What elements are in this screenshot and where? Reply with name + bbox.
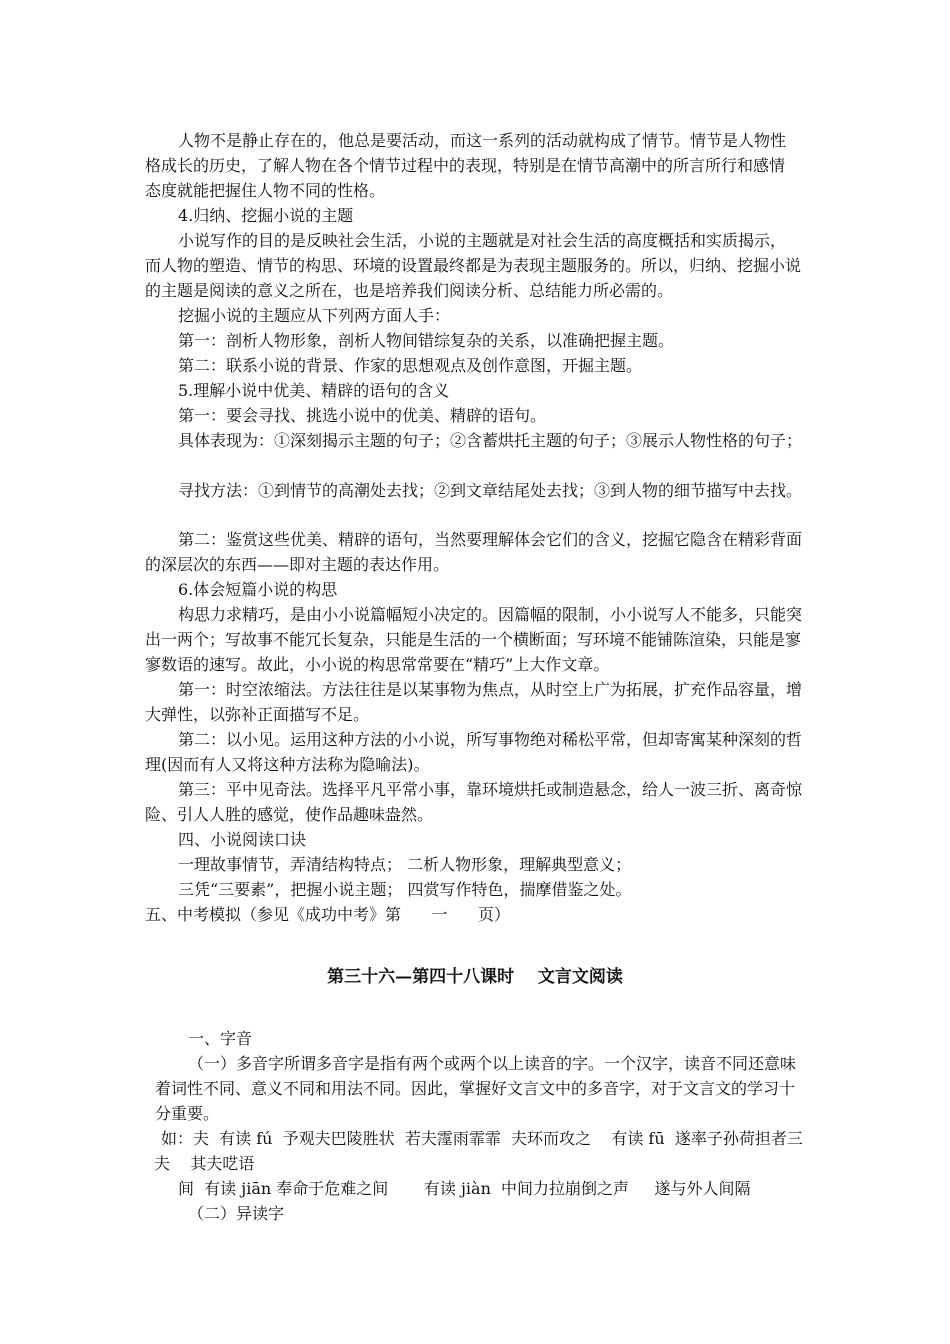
text-line: 夫 其夫呓语 (154, 1154, 255, 1173)
text-line: 格成长的历史，了解人物在各个情节过程中的表现，特别是在情节高潮中的所言所行和感情 (145, 156, 786, 175)
text-line: 寥数语的速写。故此，小小说的构思常常要在“精巧”上大作文章。 (145, 655, 610, 674)
text-line: 三凭“三要素”，把握小说主题； 四赏写作特色，揣摩借鉴之处。 (178, 880, 632, 899)
text-line: 如：夫 有读 fú 予观夫巴陵胜状 若夫霪雨霏霏 夫环而攻之 有读 fū 遂率子孙荷担者三 (161, 1129, 803, 1148)
text-line: 第一：要会寻找、挑选小说中的优美、精辟的语句。 (178, 406, 547, 425)
text-line: 一理故事情节，弄清结构特点； 二析人物形象，理解典型意义； (178, 855, 632, 874)
text-line: 第一：剖析人物形象，剖析人物间错综复杂的关系，以准确把握主题。 (178, 331, 675, 350)
text-line: 大弹性，以弥补正面描写不足。 (145, 705, 370, 724)
section-heading: 6.体会短篇小说的构思 (178, 580, 338, 599)
text-line: 而人物的塑造、情节的构思、环境的设置最终都是为表现主题服务的。所以，归纳、挖掘小说 (145, 256, 802, 275)
section-heading: （二）异读字 (188, 1204, 285, 1223)
text-line: 分重要。 (155, 1104, 220, 1123)
text-line: 出一两个；写故事不能冗长复杂，只能是生活的一个横断面；写环境不能铺陈渲染，只能是寥 (145, 630, 802, 649)
lesson-title: 第三十六—第四十八课时 文言文阅读 (327, 967, 623, 987)
text-line: 第一：时空浓缩法。方法往往是以某事物为焦点，从时空上广为拓展，扩充作品容量，增 (178, 680, 803, 699)
section-heading: 4.归纳、挖掘小说的主题 (178, 206, 354, 225)
section-heading: 5.理解小说中优美、精辟的语句的含义 (178, 381, 450, 400)
text-line: 第二：鉴赏这些优美、精辟的语句，当然要理解体会它们的含义，挖掘它隐含在精彩背面 (178, 530, 803, 549)
text-line: （一）多音字所谓多音字是指有两个或两个以上读音的字。一个汉字，读音不同还意味 (188, 1054, 797, 1073)
text-line: 寻找方法：①到情节的高潮处去找；②到文章结尾处去找；③到人物的细节描写中去找。 (178, 481, 803, 500)
text-line: 间 有读 jiān 奉命于危难之间 有读 jiàn 中间力拉崩倒之声 遂与外人间隔 (178, 1179, 751, 1198)
text-line: 人物不是静止存在的，他总是要活动，而这一系列的活动就构成了情节。情节是人物性 (178, 131, 787, 150)
section-heading: 五、中考模拟（参见《成功中考》第 一 页） (145, 905, 511, 924)
text-line: 态度就能把握住人物不同的性格。 (145, 181, 386, 200)
text-line: 的主题是阅读的意义之所在，也是培养我们阅读分析、总结能力所必需的。 (145, 281, 674, 300)
text-line: 第二：联系小说的背景、作家的思想观点及创作意图，开掘主题。 (178, 356, 643, 375)
text-line: 小说写作的目的是反映社会生活，小说的主题就是对社会生活的高度概括和实质揭示， (178, 231, 787, 250)
section-heading: 四、小说阅读口诀 (178, 830, 307, 849)
text-line: 第三：平中见奇法。选择平凡平常小事，靠环境烘托或制造悬念，给人一波三折、离奇惊 (178, 780, 803, 799)
text-line: 挖掘小说的主题应从下列两方面人手： (178, 306, 451, 325)
text-line: 构思力求精巧，是由小小说篇幅短小决定的。因篇幅的限制，小小说写人不能多，只能突 (178, 605, 803, 624)
text-line: 具体表现为：①深刻揭示主题的句子；②含蓄烘托主题的句子；③展示人物性格的句子； (178, 431, 803, 450)
text-line: 着词性不同、意义不同和用法不同。因此，掌握好文言文中的多音字，对于文言文的学习十 (155, 1079, 796, 1098)
text-line: 险、引人人胜的感觉，使作品趣味盎然。 (145, 805, 434, 824)
section-heading: 一、字音 (188, 1029, 253, 1048)
text-line: 第二：以小见。运用这种方法的小小说，所写事物绝对稀松平常，但却寄寓某种深刻的哲 (178, 730, 803, 749)
text-line: 的深层次的东西——即对主题的表达作用。 (145, 555, 450, 574)
text-line: 理(因而有人又将这种方法称为隐喻法)。 (145, 755, 430, 774)
